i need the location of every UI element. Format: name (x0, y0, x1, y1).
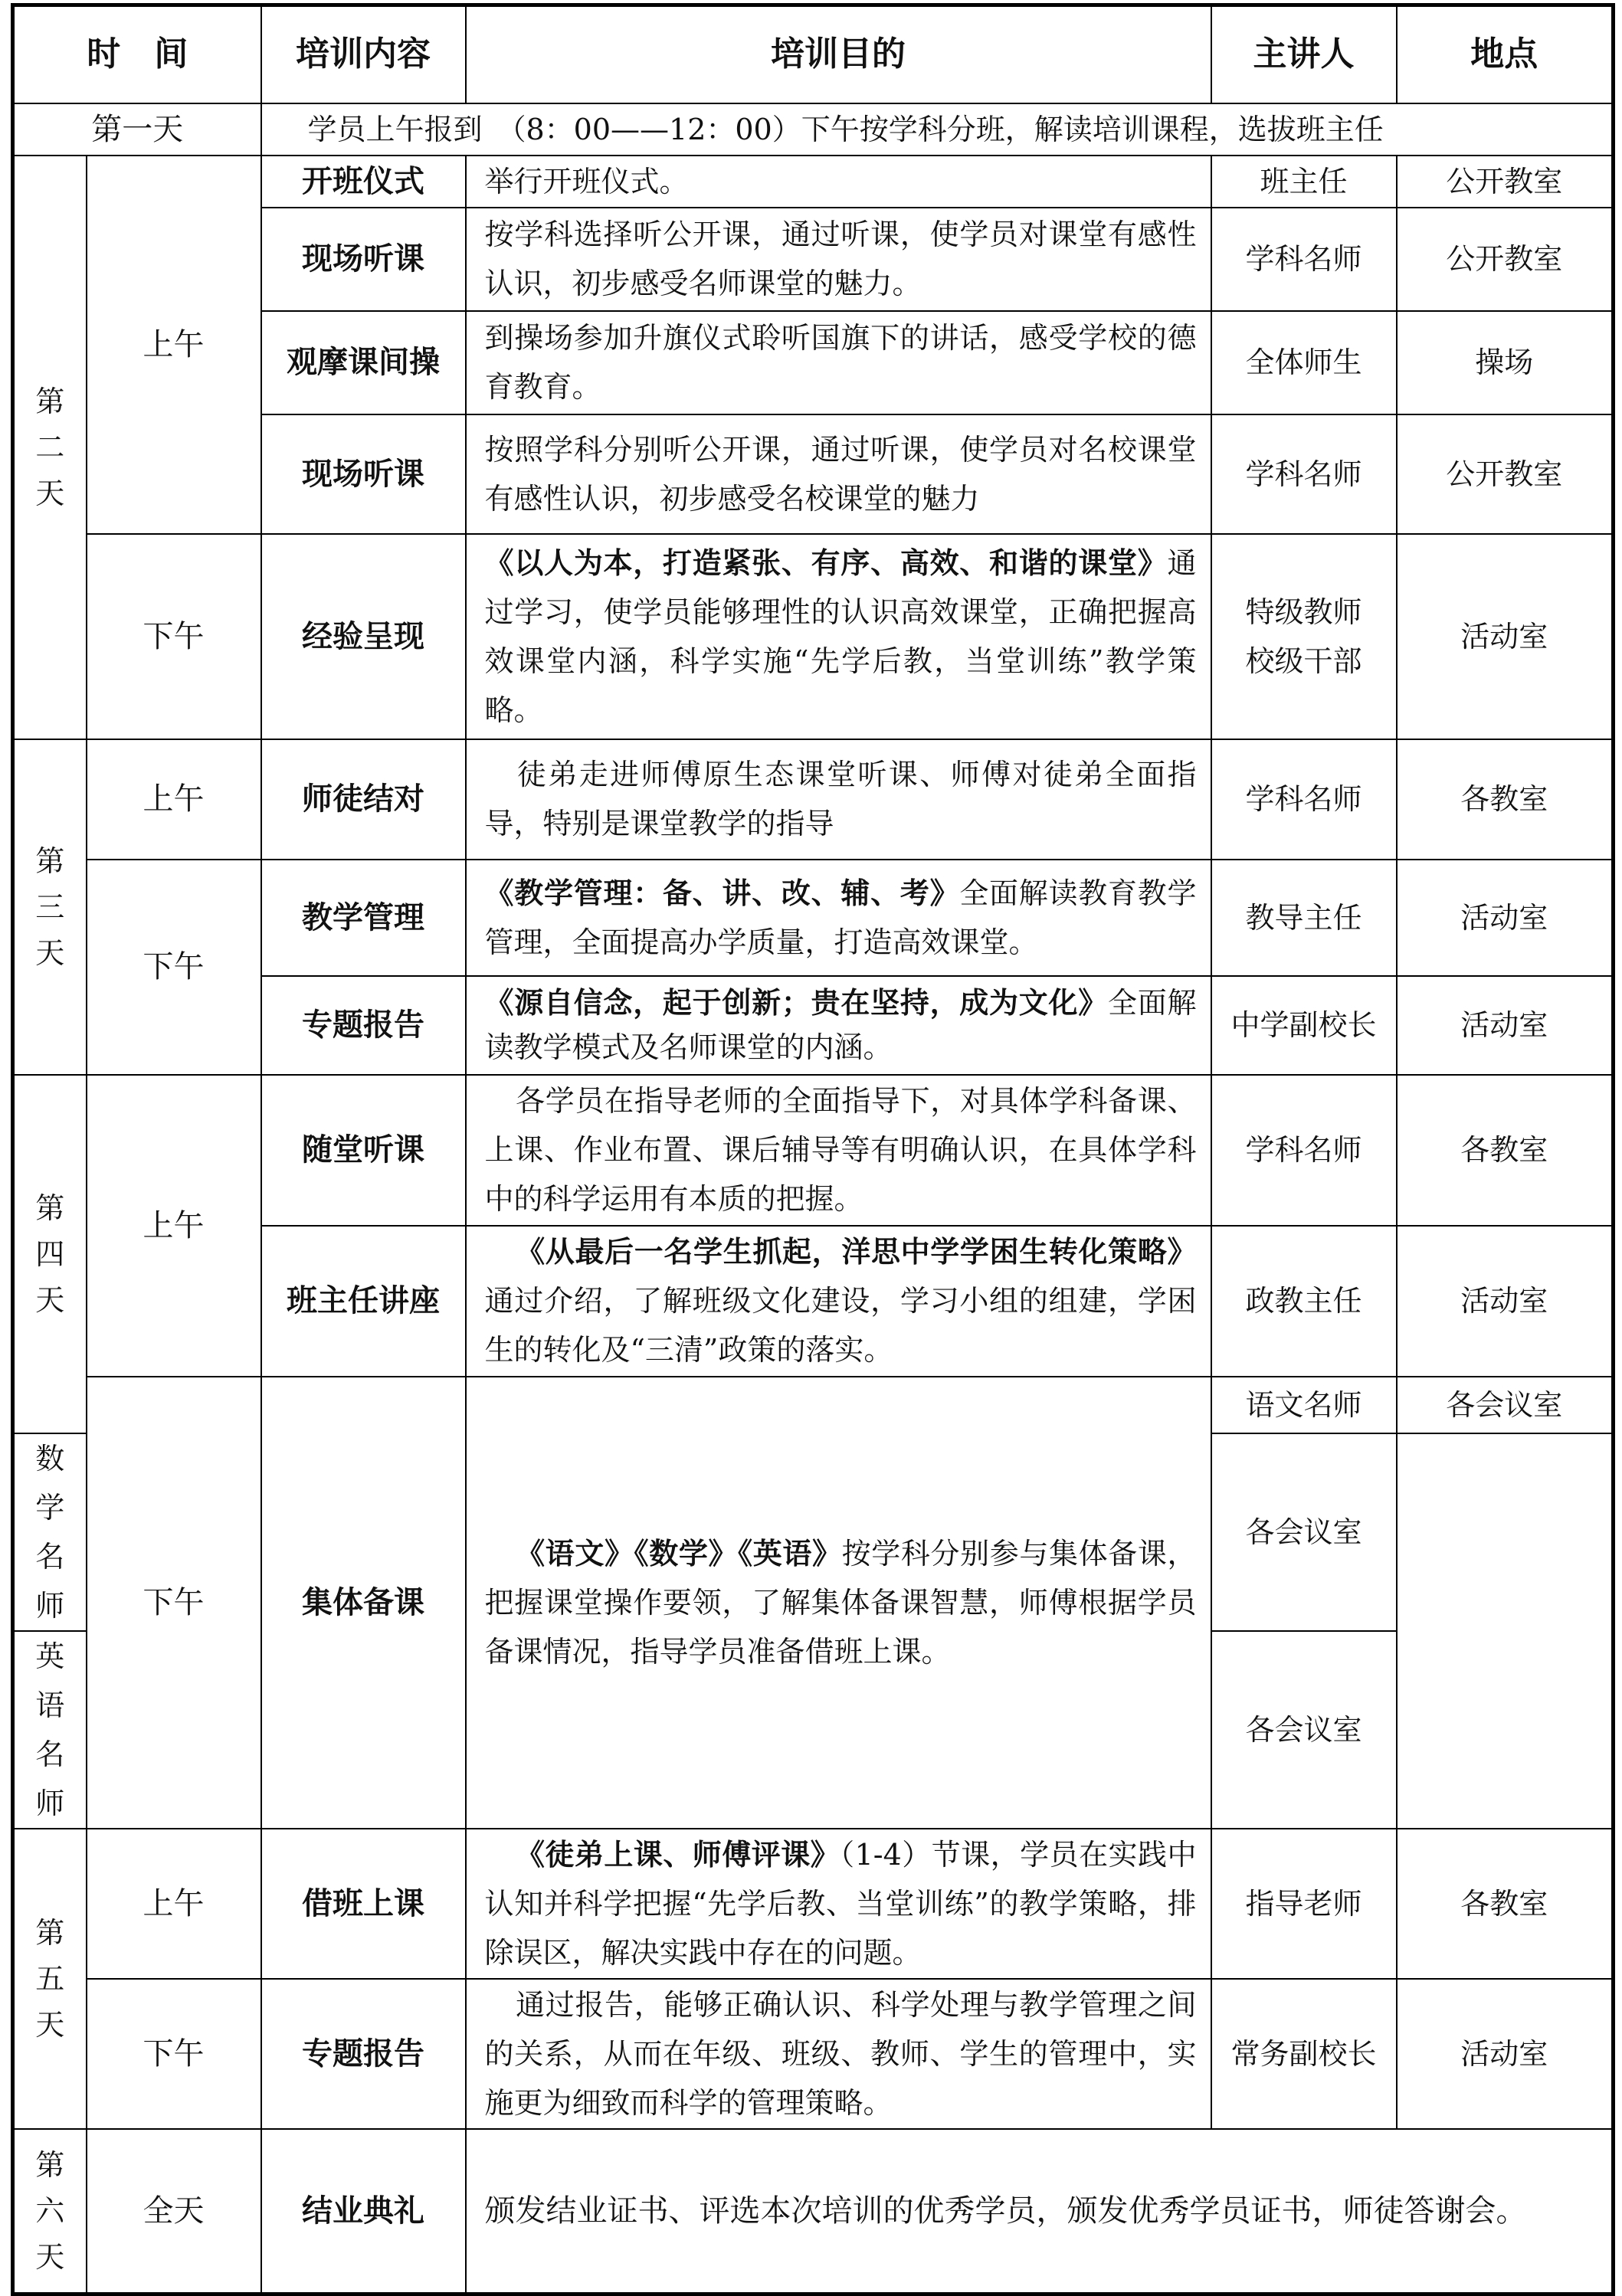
header-content: 培训内容 (261, 5, 466, 103)
training-content: 观摩课间操 (261, 311, 466, 414)
training-content: 班主任讲座 (261, 1226, 466, 1377)
training-purpose: 《教学管理：备、讲、改、辅、考》全面解读教育教学管理，全面提高办学质量，打造高效课堂。 (466, 860, 1211, 976)
training-purpose: 徒弟走进师傅原生态课堂听课、师傅对徒弟全面指导，特别是课堂教学的指导 (466, 739, 1211, 860)
location: 各教室 (1397, 739, 1614, 860)
table-row (13, 1075, 1614, 1226)
location: 各会议室 (1397, 1377, 1614, 1433)
day4-pm: 下午 (87, 1377, 261, 1829)
day6-period: 全天 (87, 2129, 261, 2294)
speaker: 全体师生 (1211, 311, 1397, 414)
purpose-title: 《以人为本，打造紧张、有序、高效、和谐的课堂》 (484, 545, 1168, 580)
location: 各会议室 (1211, 1433, 1397, 1631)
table-row (13, 2129, 1614, 2294)
location: 操场 (1397, 311, 1614, 414)
training-purpose: 《徒弟上课、师傅评课》（1-4）节课，学员在实践中认知并科学把握“先学后教、当堂训练”的教学策略，排除误区，解决实践中存在的问题。 (466, 1829, 1211, 1979)
speaker: 常务副校长 (1211, 1979, 1397, 2129)
speaker: 英语名师 (13, 1631, 87, 1829)
training-content: 借班上课 (261, 1829, 466, 1979)
speaker: 教导主任 (1211, 860, 1397, 976)
speaker: 学科名师 (1211, 1075, 1397, 1226)
day2-am: 上午 (87, 156, 261, 534)
day3-label: 第三天 (13, 739, 87, 1075)
purpose-title: 《徒弟上课、师傅评课》 (515, 1836, 840, 1872)
day5-label: 第五天 (13, 1829, 87, 2129)
training-schedule-table (11, 3, 1615, 2296)
training-purpose: 各学员在指导老师的全面指导下，对具体学科备课、上课、作业布置、课后辅导等有明确认识，在具体学科中的科学运用有本质的把握。 (466, 1075, 1211, 1226)
day5-am: 上午 (87, 1829, 261, 1979)
training-content: 集体备课 (261, 1377, 466, 1829)
training-content: 经验呈现 (261, 534, 466, 739)
day5-pm: 下午 (87, 1979, 261, 2129)
location: 活动室 (1397, 534, 1614, 739)
training-purpose: 按照学科分别听公开课，通过听课，使学员对名校课堂有感性认识，初步感受名校课堂的魅力 (466, 414, 1211, 534)
training-content: 现场听课 (261, 208, 466, 311)
day1-row (13, 103, 1614, 156)
table-row (13, 534, 1614, 739)
speaker: 指导老师 (1211, 1829, 1397, 1979)
header-time: 时 间 (13, 5, 261, 103)
location: 活动室 (1397, 976, 1614, 1075)
purpose-title: 《从最后一名学生抓起，洋思中学学困生转化策略》 (515, 1234, 1197, 1269)
header-row (13, 5, 1614, 103)
speaker: 特级教师 校级干部 (1211, 534, 1397, 739)
training-content: 专题报告 (261, 976, 466, 1075)
day6-label: 第六天 (13, 2129, 87, 2294)
day6-text: 颁发结业证书、评选本次培训的优秀学员，颁发优秀学员证书，师徒答谢会。 (466, 2129, 1614, 2294)
training-content: 现场听课 (261, 414, 466, 534)
location: 公开教室 (1397, 208, 1614, 311)
day4-label: 第四天 (13, 1075, 87, 1433)
training-content: 结业典礼 (261, 2129, 466, 2294)
day4-am: 上午 (87, 1075, 261, 1377)
speaker: 学科名师 (1211, 208, 1397, 311)
day2-pm: 下午 (87, 534, 261, 739)
table-row (13, 860, 1614, 976)
location: 各会议室 (1211, 1631, 1397, 1829)
training-purpose: 《以人为本，打造紧张、有序、高效、和谐的课堂》通过学习，使学员能够理性的认识高效课堂，正确把握高效课堂内涵，科学实施“先学后教，当堂训练”教学策略。 (466, 534, 1211, 739)
location: 活动室 (1397, 860, 1614, 976)
day3-am: 上午 (87, 739, 261, 860)
header-location: 地点 (1397, 5, 1614, 103)
training-purpose: 到操场参加升旗仪式聆听国旗下的讲话，感受学校的德育教育。 (466, 311, 1211, 414)
training-purpose: 《从最后一名学生抓起，洋思中学学困生转化策略》通过介绍，了解班级文化建设，学习小组的组建，学困生的转化及“三清”政策的落实。 (466, 1226, 1211, 1377)
speaker: 中学副校长 (1211, 976, 1397, 1075)
purpose-title: 《教学管理：备、讲、改、辅、考》 (484, 875, 960, 910)
location: 公开教室 (1397, 156, 1614, 208)
table-row (13, 1377, 1614, 1433)
day2-label: 第二天 (13, 156, 87, 739)
training-purpose: 通过报告，能够正确认识、科学处理与教学管理之间的关系，从而在年级、班级、教师、学生的管理中，实施更为细致而科学的管理策略。 (466, 1979, 1211, 2129)
training-content: 开班仪式 (261, 156, 466, 208)
training-content: 专题报告 (261, 1979, 466, 2129)
header-purpose: 培训目的 (466, 5, 1211, 103)
day3-pm: 下午 (87, 860, 261, 1075)
purpose-title: 《语文》《数学》《英语》 (515, 1535, 842, 1571)
speaker: 政教主任 (1211, 1226, 1397, 1377)
table-row (13, 739, 1614, 860)
training-purpose: 按学科选择听公开课，通过听课，使学员对课堂有感性认识，初步感受名师课堂的魅力。 (466, 208, 1211, 311)
training-purpose: 《语文》《数学》《英语》按学科分别参与集体备课，把握课堂操作要领，了解集体备课智慧，师傅根据学员备课情况，指导学员准备借班上课。 (466, 1377, 1211, 1829)
training-purpose: 举行开班仪式。 (466, 156, 1211, 208)
training-content: 教学管理 (261, 860, 466, 976)
speaker: 学科名师 (1211, 414, 1397, 534)
day1-text: 学员上午报到 （8：00——12：00）下午按学科分班，解读培训课程，选拔班主任 (261, 103, 1614, 156)
location: 各教室 (1397, 1829, 1614, 1979)
speaker: 数学名师 (13, 1433, 87, 1631)
table-row (13, 156, 1614, 208)
location: 活动室 (1397, 1226, 1614, 1377)
table-row (13, 1979, 1614, 2129)
speaker: 学科名师 (1211, 739, 1397, 860)
purpose-title: 《源自信念，起于创新；贵在坚持，成为文化》 (484, 985, 1108, 1020)
location: 公开教室 (1397, 414, 1614, 534)
speaker: 语文名师 (1211, 1377, 1397, 1433)
training-content: 随堂听课 (261, 1075, 466, 1226)
speaker: 班主任 (1211, 156, 1397, 208)
training-content: 师徒结对 (261, 739, 466, 860)
training-purpose: 《源自信念，起于创新；贵在坚持，成为文化》全面解读教学模式及名师课堂的内涵。 (466, 976, 1211, 1075)
location: 各教室 (1397, 1075, 1614, 1226)
location: 活动室 (1397, 1979, 1614, 2129)
day1-label: 第一天 (13, 103, 261, 156)
header-speaker: 主讲人 (1211, 5, 1397, 103)
table-row (13, 1829, 1614, 1979)
